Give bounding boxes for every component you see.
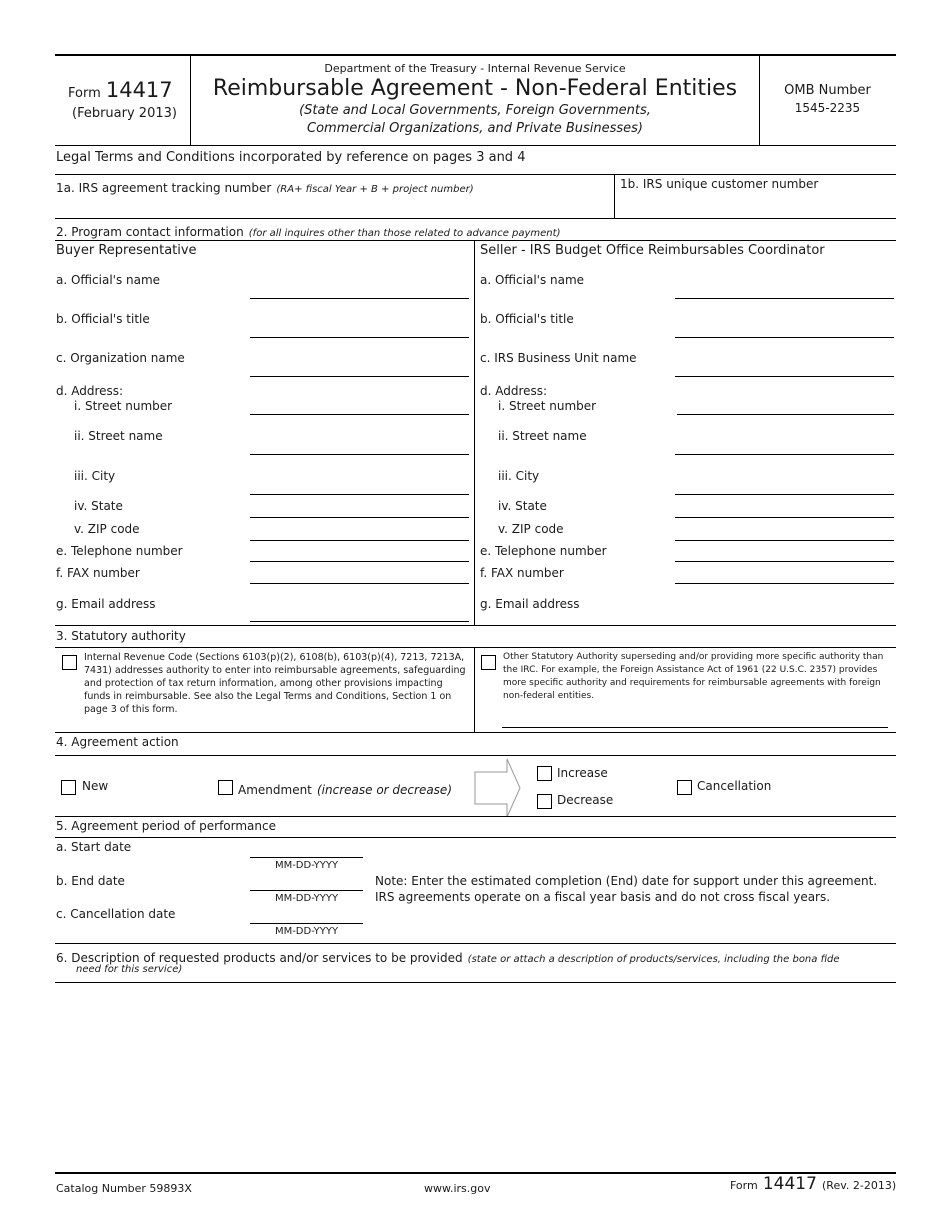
cancellation-date-format: MM-DD-YYYY xyxy=(274,926,339,937)
rule-section3-end xyxy=(55,732,896,733)
buyer-title-label: b. Official's title xyxy=(56,312,150,326)
cancellation-checkbox[interactable] xyxy=(677,780,692,795)
seller-street-number-label: i. Street number xyxy=(498,399,597,413)
buyer-fax-input[interactable] xyxy=(250,583,469,584)
seller-phone-input[interactable] xyxy=(675,561,894,562)
rule-section5 xyxy=(55,837,896,838)
seller-fax-label: f. FAX number xyxy=(480,566,564,580)
line-1a-text: 1a. IRS agreement tracking number xyxy=(56,181,272,195)
cancellation-date-label: c. Cancellation date xyxy=(56,907,176,921)
new-label: New xyxy=(82,779,109,793)
buyer-email-input[interactable] xyxy=(250,621,469,622)
omb-label: OMB Number xyxy=(784,83,871,98)
section-3-column-divider xyxy=(474,648,475,732)
seller-street-name-label: ii. Street name xyxy=(498,429,587,443)
buyer-street-number-input[interactable] xyxy=(250,414,469,415)
amendment-checkbox[interactable] xyxy=(218,780,233,795)
buyer-organization-input[interactable] xyxy=(250,376,469,377)
seller-city-label: iii. City xyxy=(498,469,540,483)
seller-name-input[interactable] xyxy=(675,298,894,299)
amendment-text: Amendment xyxy=(238,783,312,797)
cancellation-label: Cancellation xyxy=(697,779,772,793)
form-title: Reimbursable Agreement - Non-Federal Entities xyxy=(212,76,738,101)
seller-state-label: iv. State xyxy=(498,499,547,513)
buyer-phone-label: e. Telephone number xyxy=(56,544,183,558)
header-divider-right xyxy=(759,55,760,145)
seller-email-label: g. Email address xyxy=(480,597,580,611)
seller-street-name-input[interactable] xyxy=(675,454,894,455)
other-authority-input[interactable] xyxy=(502,727,888,728)
subtitle-line-1: (State and Local Governments, Foreign Governments, xyxy=(299,103,651,118)
seller-street-number-input[interactable] xyxy=(677,414,894,415)
end-date-format: MM-DD-YYYY xyxy=(274,893,339,904)
seller-business-unit-input[interactable] xyxy=(675,376,894,377)
start-date-format: MM-DD-YYYY xyxy=(274,860,339,871)
seller-city-input[interactable] xyxy=(675,494,894,495)
website: www.irs.gov xyxy=(424,1182,491,1195)
footer-form-number: 14417 xyxy=(762,1174,817,1194)
other-authority-text: Other Statutory Authority superseding and/or providing more specific authority than the IRC. For example, the Foreign Assistance Act of 1961 (22 U.S.C. 2357) provides more specific authority and requirements for reimbursable agreements with foreign non-federal entities. xyxy=(503,652,884,701)
buyer-email-label: g. Email address xyxy=(56,597,156,611)
irs-unique-customer-number-input[interactable] xyxy=(620,196,894,218)
increase-label: Increase xyxy=(557,766,608,780)
buyer-name-label: a. Official's name xyxy=(56,273,161,287)
rule-section4-end xyxy=(55,816,896,817)
rule-section3 xyxy=(55,647,896,648)
cancellation-date-input[interactable] xyxy=(250,923,363,924)
section-2-text: 2. Program contact information xyxy=(56,225,244,239)
line-1a-label xyxy=(56,177,474,196)
buyer-zip-label: v. ZIP code xyxy=(74,522,140,536)
seller-heading: Seller - IRS Budget Office Reimbursables Coordinator xyxy=(480,243,825,258)
rule-section4 xyxy=(55,755,896,756)
form-id xyxy=(68,78,173,102)
department: Department of the Treasury - Internal Revenue Service xyxy=(324,62,626,75)
subtitle-line-2: Commercial Organizations, and Private Businesses) xyxy=(307,121,643,136)
footer-form-word: Form xyxy=(730,1179,758,1192)
section-2-label xyxy=(56,221,560,240)
form-number: 14417 xyxy=(105,78,173,102)
seller-zip-input[interactable] xyxy=(675,540,894,541)
increase-checkbox[interactable] xyxy=(537,766,552,781)
section-2-column-divider xyxy=(474,241,475,625)
irc-authority-checkbox[interactable] xyxy=(62,655,77,670)
buyer-state-input[interactable] xyxy=(250,517,469,518)
seller-fax-input[interactable] xyxy=(675,583,894,584)
seller-address-label: d. Address: xyxy=(480,384,548,398)
seller-org-label: c. IRS Business Unit name xyxy=(480,351,637,365)
seller-title-input[interactable] xyxy=(675,337,894,338)
buyer-street-number-label: i. Street number xyxy=(74,399,173,413)
top-rule xyxy=(55,54,896,56)
new-checkbox[interactable] xyxy=(61,780,76,795)
form-word: Form xyxy=(68,86,101,101)
irs-agreement-tracking-number-input[interactable] xyxy=(56,196,612,218)
rule-section6 xyxy=(55,982,896,983)
seller-name-label: a. Official's name xyxy=(480,273,585,287)
line-1-divider xyxy=(614,175,615,218)
rule-line1 xyxy=(55,218,896,219)
seller-phone-label: e. Telephone number xyxy=(480,544,607,558)
section-3-label: 3. Statutory authority xyxy=(56,629,186,643)
buyer-heading: Buyer Representative xyxy=(56,243,197,258)
line-1b-label: 1b. IRS unique customer number xyxy=(620,177,819,191)
description-textarea[interactable] xyxy=(56,984,894,1170)
rule-section2 xyxy=(55,240,896,241)
buyer-zip-input[interactable] xyxy=(250,540,469,541)
irc-authority-text: Internal Revenue Code (Sections 6103(p)(2), 6108(b), 6103(p)(4), 7213, 7213A, 7431) addresses authority to enter into reimbursable agreements, safeguarding and protection of tax return information, among other provisions impacting funds in reimbursable. See also the Legal Terms and Conditions, Section 1 on page 3 of this form. xyxy=(84,652,466,715)
rule-section2-end xyxy=(55,625,896,626)
legal-terms-note: Legal Terms and Conditions incorporated by reference on pages 3 and 4 xyxy=(56,150,526,165)
catalog-number: Catalog Number 59893X xyxy=(56,1182,192,1195)
buyer-fax-label: f. FAX number xyxy=(56,566,140,580)
rule-legal xyxy=(55,174,896,175)
end-date-label: b. End date xyxy=(56,874,125,888)
arrow-right-icon xyxy=(474,757,524,819)
footer-form-id xyxy=(730,1174,896,1194)
buyer-street-name-input[interactable] xyxy=(250,454,469,455)
header-bottom-rule xyxy=(55,145,896,146)
footer-revision: (Rev. 2-2013) xyxy=(822,1179,897,1192)
buyer-org-label: c. Organization name xyxy=(56,351,185,365)
section-6-note-line-2: need for this service) xyxy=(76,964,183,975)
section-4-label: 4. Agreement action xyxy=(56,735,179,749)
omb-number: 1545-2235 xyxy=(794,101,861,115)
decrease-checkbox[interactable] xyxy=(537,794,552,809)
seller-zip-label: v. ZIP code xyxy=(498,522,564,536)
start-date-label: a. Start date xyxy=(56,840,132,854)
section-2-note: (for all inquires other than those related to advance payment) xyxy=(248,228,561,239)
section-6-text: 6. Description of requested products and/or services to be provided xyxy=(56,951,463,965)
form-date: (February 2013) xyxy=(72,106,177,121)
buyer-address-label: d. Address: xyxy=(56,384,124,398)
section-5-note-line-1: Note: Enter the estimated completion (End) date for support under this agreement. xyxy=(375,874,878,888)
other-authority-checkbox[interactable] xyxy=(481,655,496,670)
section-5-label: 5. Agreement period of performance xyxy=(56,819,276,833)
buyer-street-name-label: ii. Street name xyxy=(74,429,163,443)
amendment-label xyxy=(238,779,452,798)
seller-state-input[interactable] xyxy=(675,517,894,518)
buyer-city-input[interactable] xyxy=(250,494,469,495)
end-date-input[interactable] xyxy=(250,890,363,891)
section-5-note-line-2: IRS agreements operate on a fiscal year basis and do not cross fiscal years. xyxy=(375,890,831,904)
buyer-title-input[interactable] xyxy=(250,337,469,338)
buyer-phone-input[interactable] xyxy=(250,561,469,562)
buyer-name-input[interactable] xyxy=(250,298,469,299)
seller-title-label: b. Official's title xyxy=(480,312,574,326)
section-6-note-line-1: (state or attach a description of products/services, including the bona fide xyxy=(467,954,840,965)
buyer-state-label: iv. State xyxy=(74,499,123,513)
decrease-label: Decrease xyxy=(557,793,614,807)
rule-section5-end xyxy=(55,943,896,944)
buyer-city-label: iii. City xyxy=(74,469,116,483)
line-1a-note: (RA+ fiscal Year + B + project number) xyxy=(276,184,474,195)
amendment-note: (increase or decrease) xyxy=(316,783,452,797)
start-date-input[interactable] xyxy=(250,857,363,858)
